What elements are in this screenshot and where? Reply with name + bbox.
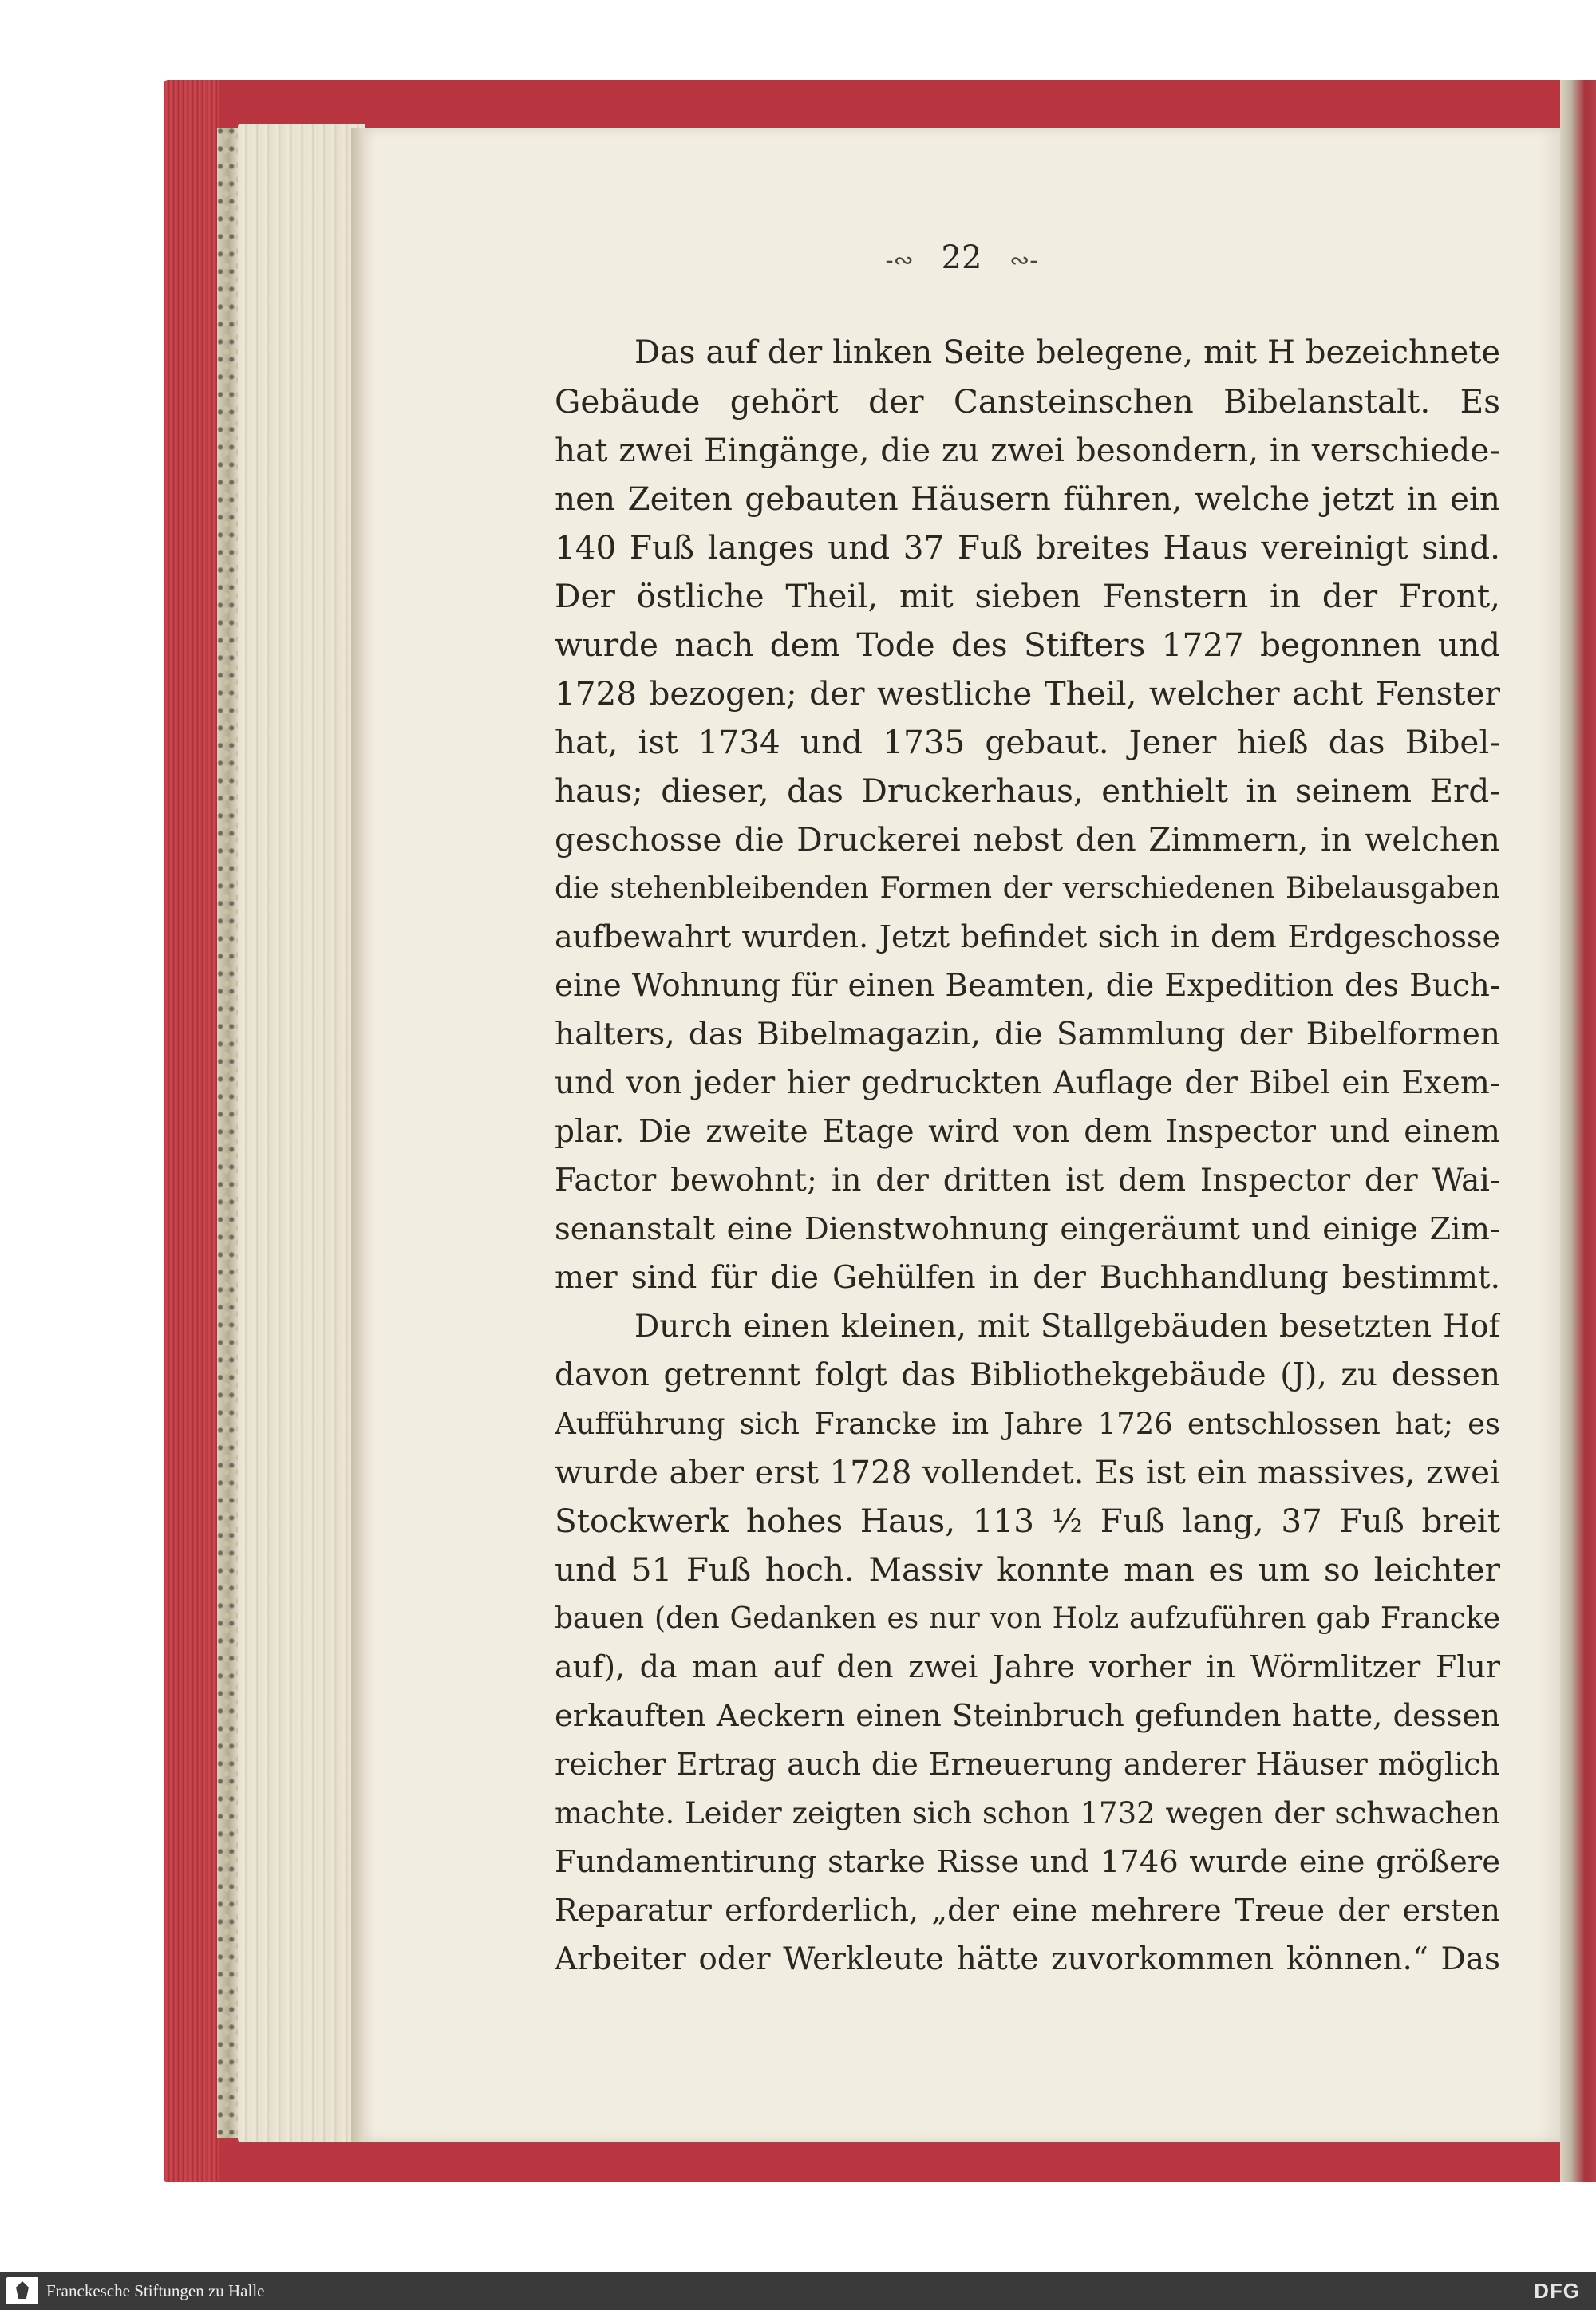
text-line: eine Wohnung für einen Beamten, die Expedition des Buch- (555, 968, 1500, 1004)
text-line: 1728 bezogen; der westliche Theil, welcher acht Fenster (555, 674, 1500, 713)
text-line: Der östliche Theil, mit sieben Fenstern in der Front, (555, 577, 1500, 615)
text-line: erkauften Aeckern einen Steinbruch gefunden hatte, dessen (555, 1698, 1500, 1734)
text-line: Stockwerk hohes Haus, 113 ½ Fuß lang, 37 Fuß breit (555, 1502, 1500, 1540)
institution-label: Franckesche Stiftungen zu Halle (46, 2281, 265, 2300)
text-line: reicher Ertrag auch die Erneuerung anderer Häuser möglich (555, 1747, 1500, 1782)
text-line: davon getrennt folgt das Bibliothekgebäude (J), zu dessen (555, 1357, 1500, 1393)
text-line: hat zwei Eingänge, die zu zwei besondern, in verschiede- (555, 431, 1500, 469)
text-line: senanstalt eine Dienstwohnung eingeräumt und einige Zim- (555, 1211, 1500, 1247)
page-header (363, 239, 1560, 276)
text-line: Factor bewohnt; in der dritten ist dem Inspector der Wai- (555, 1163, 1500, 1198)
text-line: und 51 Fuß hoch. Massiv konnte man es um so leichter (555, 1550, 1500, 1589)
francke-logo-icon (6, 2277, 38, 2304)
text-line: plar. Die zweite Etage wird von dem Inspector und einem (555, 1114, 1500, 1150)
page-edges (238, 124, 365, 2142)
text-line: geschosse die Druckerei nebst den Zimmern, in welchen (555, 820, 1500, 859)
text-line: wurde aber erst 1728 vollendet. Es ist ein massives, zwei (555, 1453, 1500, 1491)
text-line: nen Zeiten gebauten Häusern führen, welche jetzt in ein (555, 480, 1500, 518)
ornament-left-icon: -∾ (885, 247, 914, 274)
text-line: haus; dieser, das Druckerhaus, enthielt in seinem Erd- (555, 772, 1500, 810)
text-line: machte. Leider zeigten sich schon 1732 wegen der schwachen (555, 1796, 1500, 1830)
text-line: auf), da man auf den zwei Jahre vorher in Wörmlitzer Flur (555, 1649, 1500, 1684)
text-line: 140 Fuß langes und 37 Fuß breites Haus vereinigt sind. (555, 528, 1500, 567)
text-line: Gebäude gehört der Cansteinschen Bibelanstalt. Es (555, 382, 1500, 421)
text-line: Fundamentirung starke Risse und 1746 wurde eine größere (555, 1844, 1500, 1880)
text-line: halters, das Bibelmagazin, die Sammlung der Bibelformen (555, 1017, 1500, 1052)
text-line: wurde nach dem Tode des Stifters 1727 begonnen und (555, 626, 1500, 664)
text-line: Aufführung sich Francke im Jahre 1726 entschlossen hat; es (555, 1407, 1500, 1441)
text-line: Das auf der linken Seite belegene, mit H bezeichnete (634, 334, 1500, 371)
text-line: aufbewahrt wurden. Jetzt befindet sich in dem Erdgeschosse (555, 919, 1500, 954)
page-number: 22 (941, 239, 982, 276)
dfg-logo: DFG (1534, 2279, 1580, 2303)
text-line: Durch einen kleinen, mit Stallgebäuden besetzten Hof (634, 1309, 1500, 1345)
text-line: bauen (den Gedanken es nur von Holz aufzuführen gab Francke (555, 1602, 1500, 1635)
text-line: die stehenbleibenden Formen der verschiedenen Bibelausgaben (555, 872, 1500, 905)
book-spine-edge (164, 80, 219, 2182)
text-line: mer sind für die Gehülfen in der Buchhandlung bestimmt. (555, 1260, 1500, 1296)
page-body-text (555, 329, 1500, 1984)
text-line: Arbeiter oder Werkleute hätte zuvorkommen können.“ Das (555, 1941, 1500, 1977)
marbled-endpaper (217, 128, 239, 2138)
viewer-footer (0, 2272, 1596, 2310)
text-line: Reparatur erforderlich, „der eine mehrere Treue der ersten (555, 1893, 1500, 1928)
text-line: und von jeder hier gedruckten Auflage der Bibel ein Exem- (555, 1065, 1500, 1101)
right-cover-edge (1560, 80, 1596, 2182)
ornament-right-icon: ∾- (1009, 247, 1038, 274)
text-line: hat, ist 1734 und 1735 gebaut. Jener hieß das Bibel- (555, 723, 1500, 761)
